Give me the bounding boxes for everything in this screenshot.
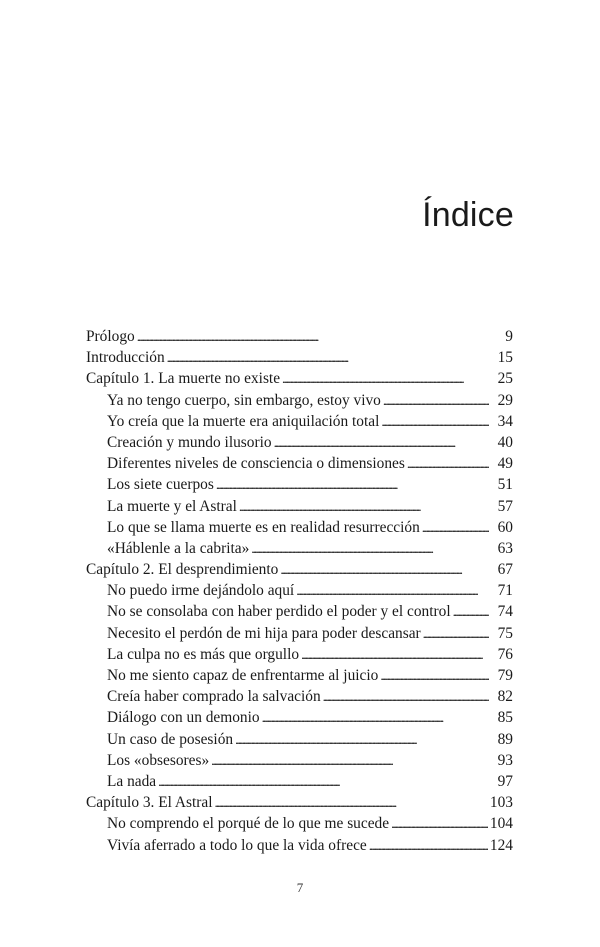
toc-entry-page: 97 bbox=[497, 772, 513, 790]
toc-entry-page: 76 bbox=[497, 645, 513, 663]
dot-leader bbox=[383, 390, 489, 411]
dot-leader bbox=[215, 792, 488, 813]
toc-subentry bbox=[86, 453, 513, 474]
dot-leader bbox=[301, 644, 489, 665]
toc-entry-page: 85 bbox=[497, 709, 513, 727]
toc-entry-label: No se consolaba con haber perdido el poder y el control bbox=[107, 603, 451, 621]
toc-subentry bbox=[86, 623, 513, 644]
dot-leader bbox=[158, 771, 489, 792]
toc-entry-page: 25 bbox=[497, 370, 513, 388]
toc-entry-page: 71 bbox=[497, 582, 513, 600]
toc-entry-page: 51 bbox=[497, 476, 513, 494]
toc-entry-page: 82 bbox=[497, 688, 513, 706]
toc-entry bbox=[86, 559, 513, 580]
toc-entry-page: 34 bbox=[497, 412, 513, 430]
toc-entry bbox=[86, 326, 513, 347]
toc-subentry bbox=[86, 496, 513, 517]
toc-entry-label: «Háblenle a la cabrita» bbox=[107, 539, 250, 557]
toc-subentry bbox=[86, 707, 513, 728]
toc-entry-label: Diálogo con un demonio bbox=[107, 709, 260, 727]
toc-subentry bbox=[86, 580, 513, 601]
toc-subentry bbox=[86, 686, 513, 707]
page-title: Índice bbox=[422, 196, 514, 234]
toc-entry-label: Un caso de posesión bbox=[107, 730, 234, 748]
toc-entry-page: 29 bbox=[497, 391, 513, 409]
toc-entry-label: Creía haber comprado la salvación bbox=[107, 688, 321, 706]
dot-leader bbox=[262, 707, 489, 728]
toc-entry-label: La culpa no es más que orgullo bbox=[107, 645, 300, 663]
dot-leader bbox=[211, 750, 489, 771]
toc-entry-label: Creación y mundo ilusorio bbox=[107, 433, 272, 451]
toc-entry-page: 40 bbox=[497, 433, 513, 451]
toc-entry-label: Ya no tengo cuerpo, sin embargo, estoy vivo bbox=[107, 391, 381, 409]
toc-subentry bbox=[86, 813, 513, 834]
dot-leader bbox=[167, 347, 489, 368]
toc-entry bbox=[86, 368, 513, 389]
toc-entry-label: La muerte y el Astral bbox=[107, 497, 237, 515]
dot-leader bbox=[423, 623, 489, 644]
toc-entry-page: 9 bbox=[505, 328, 513, 345]
toc-entry-page: 57 bbox=[497, 497, 513, 515]
toc-entry-label: No comprendo el porqué de lo que me sucede bbox=[107, 815, 390, 833]
toc-subentry bbox=[86, 601, 513, 622]
dot-leader bbox=[280, 559, 489, 580]
toc-entry-label: Necesito el perdón de mi hija para poder descansar bbox=[107, 624, 421, 642]
toc-entry-page: 67 bbox=[497, 561, 513, 579]
toc-subentry bbox=[86, 538, 513, 559]
toc-subentry bbox=[86, 474, 513, 495]
toc-entry-page: 124 bbox=[489, 836, 513, 854]
page-number: 7 bbox=[296, 880, 304, 895]
toc-entry-label: Capítulo 3. El Astral bbox=[86, 794, 213, 812]
toc-entry-page: 15 bbox=[497, 349, 513, 367]
dot-leader bbox=[381, 411, 489, 432]
toc-subentry bbox=[86, 729, 513, 750]
dot-leader bbox=[380, 665, 489, 686]
toc-entry-label: No puedo irme dejándolo aquí bbox=[107, 582, 295, 600]
dot-leader bbox=[391, 813, 488, 834]
toc-entry-page: 74 bbox=[497, 603, 513, 621]
toc-entry-page: 75 bbox=[497, 624, 513, 642]
toc-subentry bbox=[86, 411, 513, 432]
toc-subentry bbox=[86, 835, 513, 856]
toc-entry-label: Capítulo 1. La muerte no existe bbox=[86, 370, 281, 388]
dot-leader bbox=[453, 601, 489, 622]
toc-entry bbox=[86, 792, 513, 813]
toc-entry-label: La nada bbox=[107, 772, 157, 790]
toc-subentry bbox=[86, 390, 513, 411]
toc-entry-label: Los siete cuerpos bbox=[107, 476, 214, 494]
toc-entry-page: 49 bbox=[497, 455, 513, 473]
toc-entry-page: 89 bbox=[497, 730, 513, 748]
toc-entry-label: Diferentes niveles de consciencia o dimensiones bbox=[107, 455, 405, 473]
dot-leader bbox=[251, 538, 489, 559]
toc-entry-label: Vivía aferrado a todo lo que la vida ofrece bbox=[107, 836, 367, 854]
toc-subentry bbox=[86, 517, 513, 538]
dot-leader bbox=[274, 432, 489, 453]
toc-entry bbox=[86, 347, 513, 368]
toc-entry-page: 104 bbox=[489, 815, 513, 833]
toc-entry-label: Prólogo bbox=[86, 328, 135, 345]
dot-leader bbox=[323, 686, 489, 707]
toc-subentry bbox=[86, 432, 513, 453]
toc-entry-label: Los «obsesores» bbox=[107, 751, 210, 769]
dot-leader bbox=[369, 835, 488, 856]
toc-entry-page: 93 bbox=[497, 751, 513, 769]
toc-entry-page: 63 bbox=[497, 539, 513, 557]
dot-leader bbox=[137, 326, 489, 347]
toc-entry-label: Lo que se llama muerte es en realidad resurrección bbox=[107, 518, 420, 536]
dot-leader bbox=[235, 729, 489, 750]
dot-leader bbox=[282, 368, 489, 389]
dot-leader bbox=[296, 580, 489, 601]
table-of-contents bbox=[86, 326, 513, 856]
dot-leader bbox=[216, 474, 489, 495]
dot-leader bbox=[407, 453, 489, 474]
toc-subentry bbox=[86, 771, 513, 792]
toc-entry-page: 79 bbox=[497, 667, 513, 684]
toc-entry-label: Capítulo 2. El desprendimiento bbox=[86, 561, 279, 579]
toc-entry-page: 103 bbox=[489, 794, 513, 812]
toc-subentry bbox=[86, 750, 513, 771]
toc-entry-label: Yo creía que la muerte era aniquilación total bbox=[107, 412, 380, 430]
dot-leader bbox=[239, 496, 489, 517]
toc-entry-label: No me siento capaz de enfrentarme al juicio bbox=[107, 667, 379, 684]
toc-subentry bbox=[86, 665, 513, 686]
dot-leader bbox=[422, 517, 489, 538]
toc-entry-label: Introducción bbox=[86, 349, 165, 367]
toc-subentry bbox=[86, 644, 513, 665]
toc-entry-page: 60 bbox=[497, 518, 513, 536]
